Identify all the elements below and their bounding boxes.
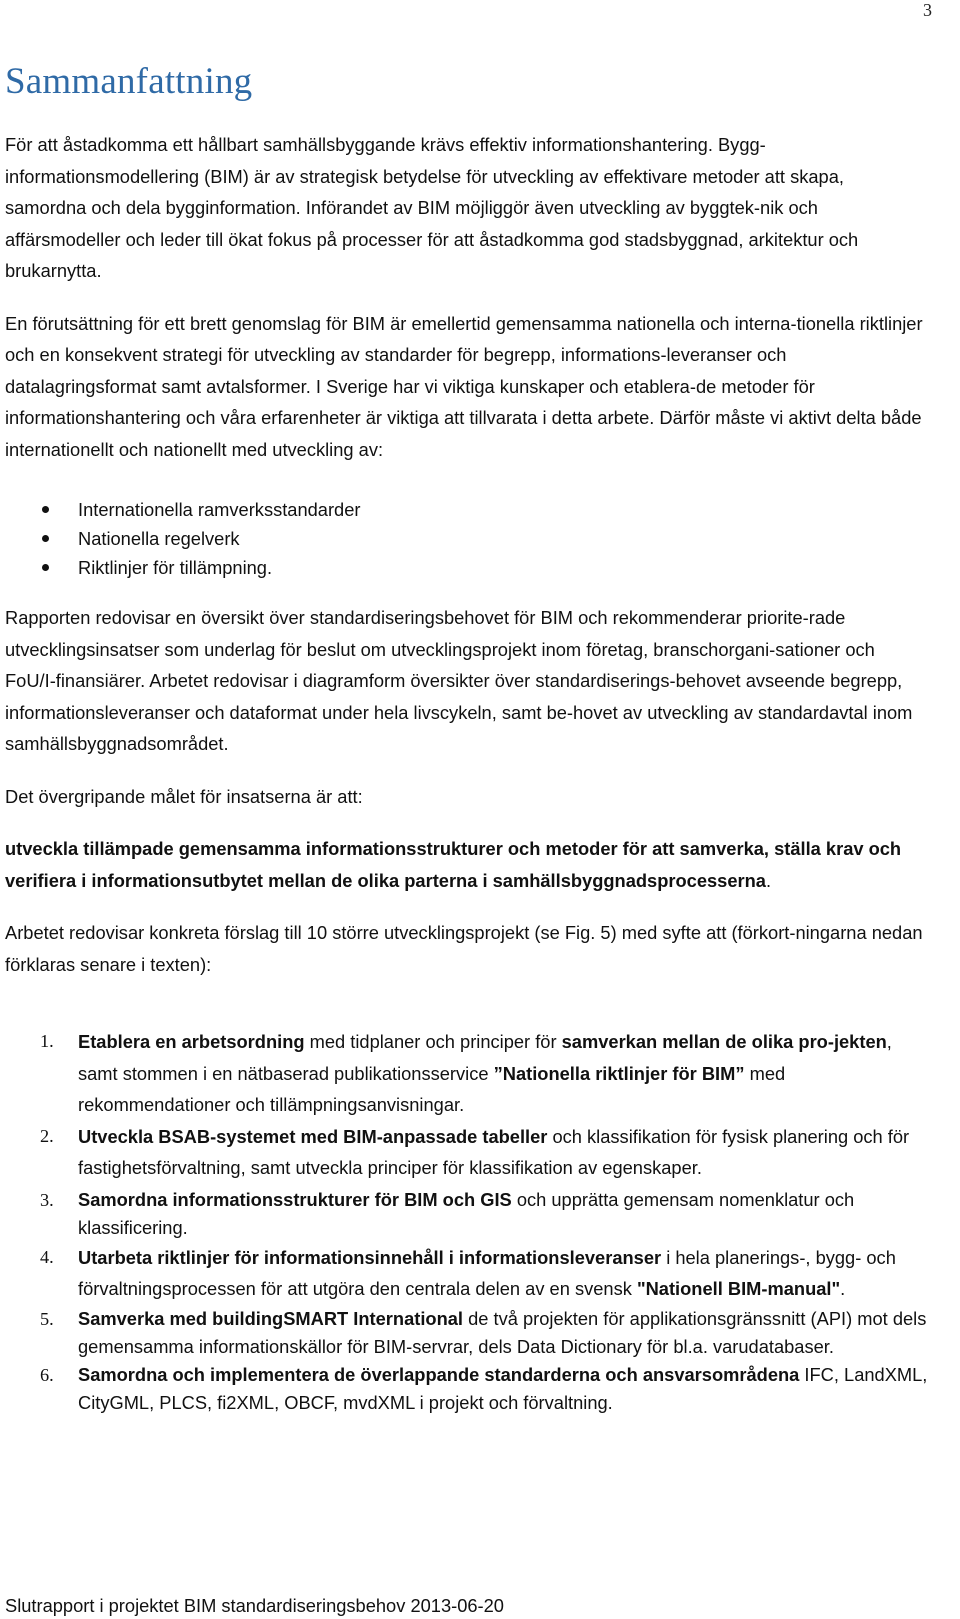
project-text-bold: Utveckla BSAB-systemet med BIM-anpassade tabeller — [78, 1125, 548, 1147]
document-body — [5, 60, 930, 1417]
project-text: med tidplaner och principer för — [304, 1031, 562, 1052]
project-text-bold: Samordna informationsstrukturer för BIM och GIS — [78, 1188, 512, 1210]
project-text: IFC, LandXML, CityGML, PLCS, fi2XML, OBCF, mvdXML i projekt och förvaltning. — [78, 1363, 928, 1413]
project-item-2 — [5, 1121, 930, 1184]
project-list — [5, 1026, 930, 1417]
project-text-bold: "Nationell BIM-manual" — [636, 1278, 841, 1299]
bullet-icon — [42, 564, 49, 571]
project-text: , samt stommen i en nätbaserad publikationsservice — [78, 1031, 892, 1084]
project-text-bold: ”Nationella riktlinjer för BIM” — [493, 1062, 745, 1084]
project-text-bold: Etablera en arbetsordning — [78, 1031, 305, 1052]
project-text: . — [840, 1278, 846, 1299]
page-number: 3 — [923, 0, 932, 20]
project-item-3 — [5, 1186, 930, 1242]
project-text-bold: samverkan mellan de olika pro-jekten — [561, 1031, 887, 1052]
list-item: Riktlinjer för tillämpning. — [5, 553, 930, 582]
project-text-bold: Samverka med buildingSMART International — [78, 1307, 463, 1329]
project-text: de två projekten för applikationsgränssnitt (API) mot dels gemensamma informationskällor för BIM-servrar, dels Data Dictionary för bl.a. varudatabaser. — [78, 1307, 927, 1357]
project-text: och upprätta gemensam nomenklatur och klassificering. — [78, 1188, 855, 1238]
project-item-6 — [5, 1361, 930, 1417]
project-number: 3. — [40, 1189, 54, 1210]
project-text: med rekommendationer och tillämpningsanvisningar. — [78, 1062, 786, 1115]
paragraph-proposals: Arbetet redovisar konkreta förslag till 10 större utvecklingsprojekt (se Fig. 5) med syfte att (förkort-ningarna nedan förklaras senare i texten): — [5, 922, 923, 975]
paragraph-report-overview: Rapporten redovisar en översikt över standardiseringsbehovet för BIM och rekommenderar priorite-rade utvecklingsinsatser som underlag för beslut om utvecklingsprojekt inom företag, branschorgani-sationer och FoU/I-finansiärer. Arbetet redovisar i diagramform översikter över standardiserings-behovet avseende begrepp, informationsleveranser och dataformat under hela livscykeln, samt be-hovet av utveckling av standardavtal inom samhällsbyggnadsområdet. — [5, 607, 913, 754]
list-item: Internationella ramverksstandarder — [5, 495, 930, 524]
project-number: 1. — [40, 1031, 54, 1051]
paragraph-intro: För att åstadkomma ett hållbart samhällsbyggande krävs effektiv informationshantering. Bygg-informationsmodellering (BIM) är av strategisk betydelse för utveckling av effektivare metoder att skapa, samordna och dela bygginformation. Införandet av BIM möjliggör även utveckling av byggtek-nik och affärsmodeller och leder till ökat fokus på processer för att åstadkomma god stadsbyggnad, arkitektur och brukarnytta. — [5, 134, 859, 281]
goal-statement-period: . — [765, 869, 772, 891]
list-item: Nationella regelverk — [5, 524, 930, 553]
page-footer: Slutrapport i projektet BIM standardiseringsbehov 2013-06-20 — [5, 1595, 504, 1616]
project-item-5 — [5, 1305, 930, 1361]
project-item-1 — [5, 1026, 930, 1121]
project-text: i hela planerings-, bygg- och förvaltningsprocessen för att utgöra den centrala delen av en svensk — [78, 1246, 896, 1299]
project-item-4 — [5, 1242, 930, 1305]
goal-statement-bold: utveckla tillämpade gemensamma informationsstrukturer och metoder för att samverka, ställa krav och verifiera i informationsutbytet mellan de olika parterna i samhällsbyggnadsprocesserna — [5, 838, 902, 891]
project-text-bold: Utarbeta riktlinjer för informationsinnehåll i informationsleveranser — [78, 1246, 662, 1268]
project-number: 2. — [40, 1125, 54, 1146]
bullet-icon — [42, 506, 49, 513]
project-number: 6. — [40, 1364, 54, 1385]
page-title: Sammanfattning — [5, 61, 253, 102]
project-text-bold: Samordna och implementera de överlappande standarderna och ansvarsområdena — [78, 1363, 800, 1385]
paragraph-prerequisites: En förutsättning för ett brett genomslag för BIM är emellertid gemensamma nationella och interna-tionella riktlinjer och en konsekvent strategi för utveckling av standarder för begrepp, informations-leveranser och datalagringsformat samt avtalsformer. I Sverige har vi viktiga kunskaper och etablera-de metoder för informationshantering och våra erfarenheter är viktiga att tillvarata i detta arbete. Därför måste vi aktivt delta både internationellt och nationellt med utveckling av: — [5, 312, 923, 460]
paragraph-goal-statement — [5, 833, 930, 896]
project-number: 4. — [40, 1246, 54, 1267]
paragraph-goal-intro: Det övergripande målet för insatserna är att: — [5, 785, 363, 807]
bullet-list — [5, 495, 930, 582]
bullet-icon — [42, 535, 49, 542]
project-number: 5. — [40, 1308, 54, 1329]
project-text: och klassifikation för fysisk planering och för fastighetsförvaltning, samt utveckla principer för klassifikation av egenskaper. — [78, 1125, 910, 1178]
